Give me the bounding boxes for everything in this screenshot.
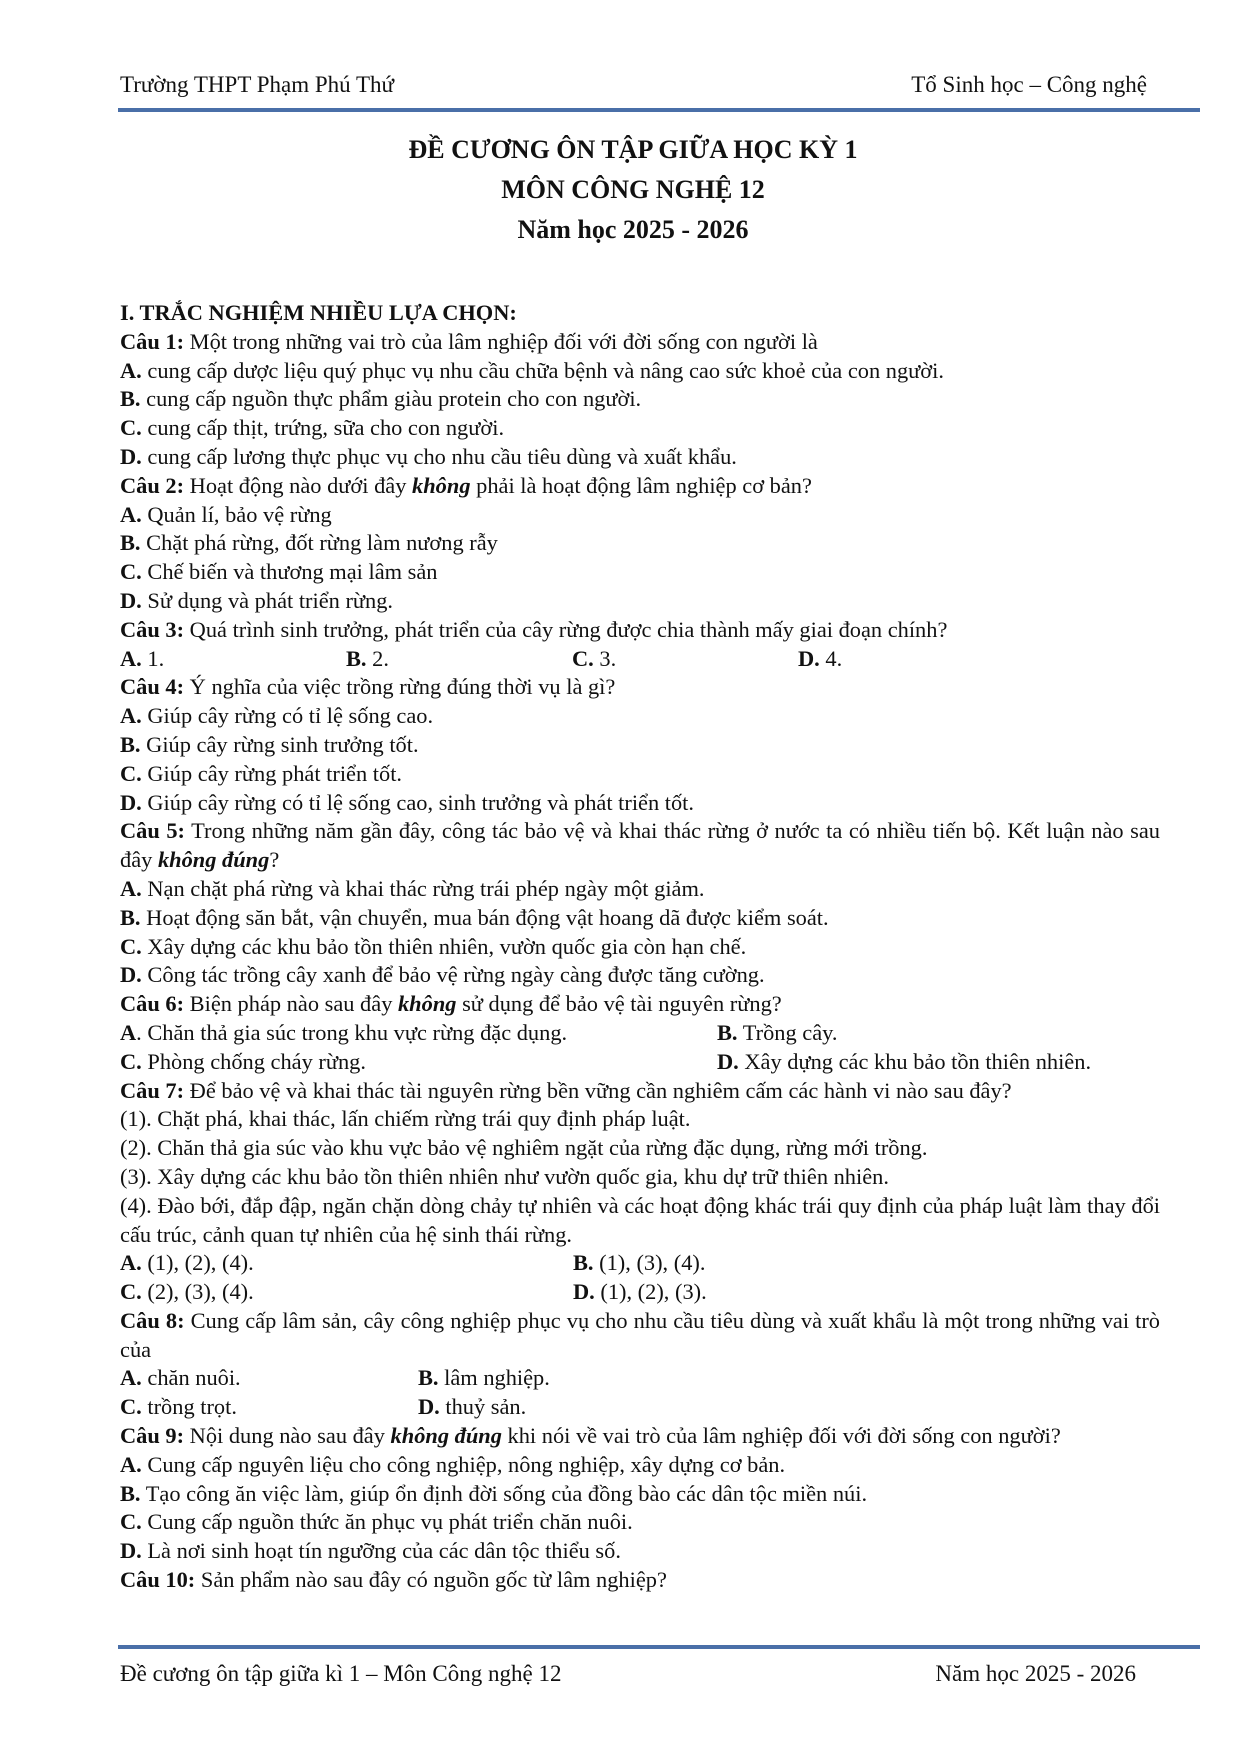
question-5: Câu 5: Trong những năm gần đây, công tác bảo vệ và khai thác rừng ở nước ta có nhiều tiến bộ. Kết luận nào sau đây không đúng?	[120, 818, 1160, 873]
answer-option: B. 2.	[346, 645, 389, 671]
answer-options-row	[120, 645, 1160, 674]
question-1: Câu 1: Một trong những vai trò của lâm nghiệp đối với đời sống con người là	[120, 328, 818, 354]
document-titles	[118, 130, 1148, 250]
answer-option: A. Giúp cây rừng có tỉ lệ sống cao.	[120, 703, 434, 729]
answer-option: A. cung cấp dược liệu quý phục vụ nhu cầu chữa bệnh và nâng cao sức khoẻ của con người.	[120, 357, 944, 383]
answer-options-row	[120, 1019, 1160, 1048]
answer-option: C. Giúp cây rừng phát triển tốt.	[120, 760, 403, 786]
subject-title: MÔN CÔNG NGHỆ 12	[501, 175, 765, 204]
header-school: Trường THPT Phạm Phú Thứ	[120, 72, 394, 97]
answer-option: D. Xây dựng các khu bảo tồn thiên nhiên.	[717, 1048, 1092, 1074]
header-department: Tổ Sinh học – Công nghệ	[911, 72, 1147, 97]
answer-option: B. cung cấp nguồn thực phẩm giàu protein cho con người.	[120, 386, 642, 412]
answer-option: A. Nạn chặt phá rừng và khai thác rừng trái phép ngày một giảm.	[120, 875, 705, 901]
answer-option: D. cung cấp lương thực phục vụ cho nhu cầu tiêu dùng và xuất khẩu.	[120, 443, 737, 469]
answer-option: A. chăn nuôi.	[120, 1365, 241, 1391]
answer-option: B. lâm nghiệp.	[418, 1365, 550, 1391]
header-rule	[118, 108, 1200, 112]
footer-year: Năm học 2025 - 2026	[935, 1661, 1136, 1686]
section-heading: I. TRẮC NGHIỆM NHIỀU LỰA CHỌN:	[120, 300, 517, 325]
answer-option: C. trồng trọt.	[120, 1394, 237, 1420]
answer-option: A. Quản lí, bảo vệ rừng	[120, 501, 332, 527]
answer-options-row	[120, 1048, 1160, 1077]
answer-option: B. Hoạt động săn bắt, vận chuyển, mua bán động vật hoang dã được kiểm soát.	[120, 904, 829, 930]
answer-options-row	[120, 1278, 1160, 1307]
question-7: Câu 7: Để bảo vệ và khai thác tài nguyên rừng bền vững cần nghiêm cấm các hành vi nào sau đây?	[120, 1077, 1012, 1103]
answer-option: C. Xây dựng các khu bảo tồn thiên nhiên, vườn quốc gia còn hạn chế.	[120, 933, 747, 959]
question-6: Câu 6: Biện pháp nào sau đây không sử dụng để bảo vệ tài nguyên rừng?	[120, 991, 782, 1017]
answer-option: B. Tạo công ăn việc làm, giúp ổn định đời sống của đồng bào các dân tộc miền núi.	[120, 1480, 868, 1506]
answer-options-row	[120, 1393, 1160, 1422]
statement-item: (4). Đào bới, đắp đập, ngăn chặn dòng chảy tự nhiên và các hoạt động khác trái quy định của pháp luật làm thay đổi cấu trúc, cảnh quan tự nhiên của hệ sinh thái rừng.	[120, 1192, 1160, 1247]
answer-option: D. Là nơi sinh hoạt tín ngưỡng của các dân tộc thiểu số.	[120, 1538, 621, 1564]
answer-option: A. Chăn thả gia súc trong khu vực rừng đặc dụng.	[120, 1019, 568, 1045]
footer-rule	[118, 1645, 1200, 1649]
answer-option: D. Công tác trồng cây xanh để bảo vệ rừng ngày càng được tăng cường.	[120, 962, 765, 988]
answer-option: A. (1), (2), (4).	[120, 1250, 254, 1276]
question-4: Câu 4: Ý nghĩa của việc trồng rừng đúng thời vụ là gì?	[120, 674, 616, 700]
answer-option: C. cung cấp thịt, trứng, sữa cho con người.	[120, 415, 505, 441]
statement-item: (3). Xây dựng các khu bảo tồn thiên nhiên như vườn quốc gia, khu dự trữ thiên nhiên.	[120, 1163, 889, 1189]
answer-option: A. 1.	[120, 645, 165, 671]
answer-option: B. Chặt phá rừng, đốt rừng làm nương rẫy	[120, 530, 498, 556]
answer-option: C. Chế biến và thương mại lâm sản	[120, 559, 438, 585]
question-9: Câu 9: Nội dung nào sau đây không đúng khi nói về vai trò của lâm nghiệp đối với đời sống con người?	[120, 1423, 1061, 1449]
answer-option: D. (1), (2), (3).	[573, 1279, 707, 1305]
answer-option: D. Giúp cây rừng có tỉ lệ sống cao, sinh trưởng và phát triển tốt.	[120, 789, 695, 815]
question-list	[120, 299, 1160, 1595]
answer-option: B. Trồng cây.	[717, 1019, 838, 1045]
answer-option: A. Cung cấp nguyên liệu cho công nghiệp, nông nghiệp, xây dựng cơ bản.	[120, 1451, 786, 1477]
statement-item: (1). Chặt phá, khai thác, lấn chiếm rừng trái quy định pháp luật.	[120, 1106, 691, 1132]
answer-option: C. 3.	[572, 645, 617, 671]
answer-options-row	[120, 1364, 1160, 1393]
answer-option: D. thuỷ sản.	[418, 1394, 527, 1420]
document-title: ĐỀ CƯƠNG ÔN TẬP GIỮA HỌC KỲ 1	[408, 135, 858, 164]
answer-option: C. Cung cấp nguồn thức ăn phục vụ phát triển chăn nuôi.	[120, 1509, 633, 1535]
answer-option: C. (2), (3), (4).	[120, 1279, 254, 1305]
school-year-title: Năm học 2025 - 2026	[517, 215, 749, 244]
question-3: Câu 3: Quá trình sinh trưởng, phát triển của cây rừng được chia thành mấy giai đoạn chính?	[120, 616, 948, 642]
question-8: Câu 8: Cung cấp lâm sản, cây công nghiệp phục vụ cho nhu cầu tiêu dùng và xuất khẩu là một trong những vai trò của	[120, 1307, 1160, 1362]
answer-option: D. Sử dụng và phát triển rừng.	[120, 587, 394, 613]
statement-item: (2). Chăn thả gia súc vào khu vực bảo vệ nghiêm ngặt của rừng đặc dụng, rừng mới trồng.	[120, 1135, 928, 1161]
answer-option: B. (1), (3), (4).	[573, 1250, 706, 1276]
question-10: Câu 10: Sản phẩm nào sau đây có nguồn gốc từ lâm nghiệp?	[120, 1567, 667, 1593]
answer-options-row	[120, 1249, 1160, 1278]
answer-option: C. Phòng chống cháy rừng.	[120, 1048, 366, 1074]
answer-option: B. Giúp cây rừng sinh trưởng tốt.	[120, 731, 419, 757]
question-2: Câu 2: Hoạt động nào dưới đây không phải là hoạt động lâm nghiệp cơ bản?	[120, 472, 812, 498]
footer-title: Đề cương ôn tập giữa kì 1 – Môn Công nghệ 12	[120, 1661, 562, 1686]
answer-option: D. 4.	[798, 645, 843, 671]
